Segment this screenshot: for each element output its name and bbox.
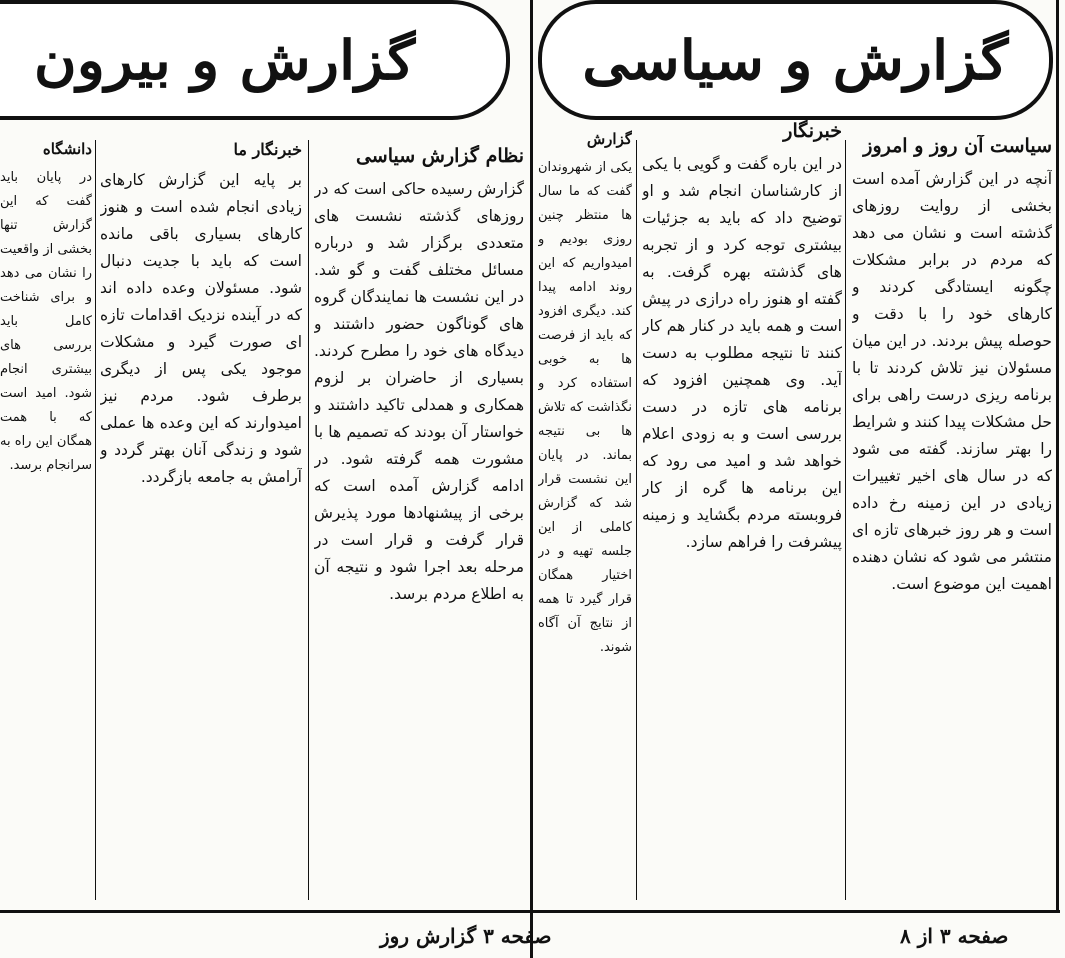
article-headline: خبرنگار ما (233, 140, 302, 159)
right-edge-rule (1056, 0, 1059, 910)
article-column (100, 140, 302, 905)
article-column (314, 145, 524, 905)
masthead-right (538, 0, 1053, 120)
column-rule (308, 140, 309, 900)
article-body: آنچه در این گزارش آمده است بخشی از روایت روزهای گذشته است و نشان می دهد که مردم در برابر مشکلات چگونه ایستادگی کردند و کارهای خود را با دقت و حوصله پیش بردند. در این میان مسئولان نیز تلاش کردند تا با برنامه ریزی درست راهی برای حل مشکلات پیدا کنند و شرایط را بهتر سازند. گفته می شود که در سال های اخیر تغییرات زیادی در این زمینه رخ داده است و هر روز خبرهای تازه ای منتشر می شود که نشان دهنده اهمیت این موضوع است. (852, 169, 1052, 593)
column-rule (636, 140, 637, 900)
article-column (852, 135, 1052, 905)
center-rule (530, 0, 533, 958)
masthead-left (0, 0, 510, 120)
article-headline: نظام گزارش سیاسی (355, 145, 524, 167)
article-body: در این باره گفت و گویی با یکی از کارشناسان انجام شد و او توضیح داد که باید به جزئیات بیشتری توجه کرد و از تجربه های گذشته بهره گرفت. به گفته او هنوز راه درازی در پیش است و همه باید در کنار هم کار کنند تا نتیجه مطلوب به دست آید. وی همچنین افزود که برنامه های تازه در دست بررسی است و به زودی اعلام خواهد شد و امید می رود که این برنامه ها گره از کار فروبسته مردم بگشاید و زمینه پیشرفت را فراهم سازد. (642, 154, 842, 551)
article-body: یکی از شهروندان گفت که ما سال ها منتظر چنین روزی بودیم و امیدواریم که این روند ادامه پیدا کند. دیگری افزود که باید از فرصت ها به خوبی استفاده کرد و نگذاشت که تلاش ها بی نتیجه بماند. در پایان این نشست قرار شد که گزارش کاملی از این جلسه تهیه و در اختیار همگان قرار گیرد تا همه از نتایج آن آگاه شوند. (538, 160, 632, 655)
footer-left: صفحه ۳ گزارش روز (380, 924, 552, 948)
article-headline: دانشگاه (42, 140, 92, 158)
article-body: در پایان باید گفت که این گزارش تنها بخشی از واقعیت را نشان می دهد و برای شناخت کامل باید بررسی های بیشتری انجام شود. امید است که با همت همگان این راه به سرانجام برسد. (0, 170, 92, 473)
masthead-right-title: گزارش و سیاسی (582, 28, 1009, 92)
article-headline: گزارش (586, 130, 632, 148)
article-headline: خبرنگار (783, 120, 842, 142)
masthead-left-title: گزارش و بیرون (34, 28, 416, 92)
article-body: بر پایه این گزارش کارهای زیادی انجام شده است و هنوز کارهای بسیاری باقی مانده است که باید با جدیت دنبال شود. مسئولان وعده داده اند که در آینده نزدیک اقدامات تازه ای صورت گیرد و مشکلات موجود یکی پس از دیگری برطرف شود. مردم نیز امیدوارند که این وعده ها عملی شود و زندگی آنان بهتر گردد و آرامش به جامعه بازگردد. (100, 171, 302, 487)
article-headline: سیاست آن روز و امروز (863, 135, 1052, 157)
footer-right: صفحه ۳ از ۸ (900, 924, 1009, 948)
article-column (642, 120, 842, 900)
article-body: گزارش رسیده حاکی است که در روزهای گذشته نشست های متعددی برگزار شد و درباره مسائل مختلف گفت و گو شد. در این نشست ها نمایندگان گروه های گوناگون حضور داشتند و دیدگاه های خود را مطرح کردند. بسیاری از حاضران بر لزوم همکاری و همدلی تاکید داشتند و خواستار آن بودند که تصمیم ها با مشورت همه گرفته شود. در ادامه گزارش آمده است که برخی از پیشنهادها مورد پذیرش قرار گرفت و قرار است در مرحله بعد اجرا شود و نتیجه آن به اطلاع مردم برسد. (314, 179, 524, 603)
article-column (0, 140, 92, 905)
footer-rule (0, 910, 1060, 913)
article-column (538, 130, 632, 900)
column-rule (845, 140, 846, 900)
column-rule (95, 140, 96, 900)
